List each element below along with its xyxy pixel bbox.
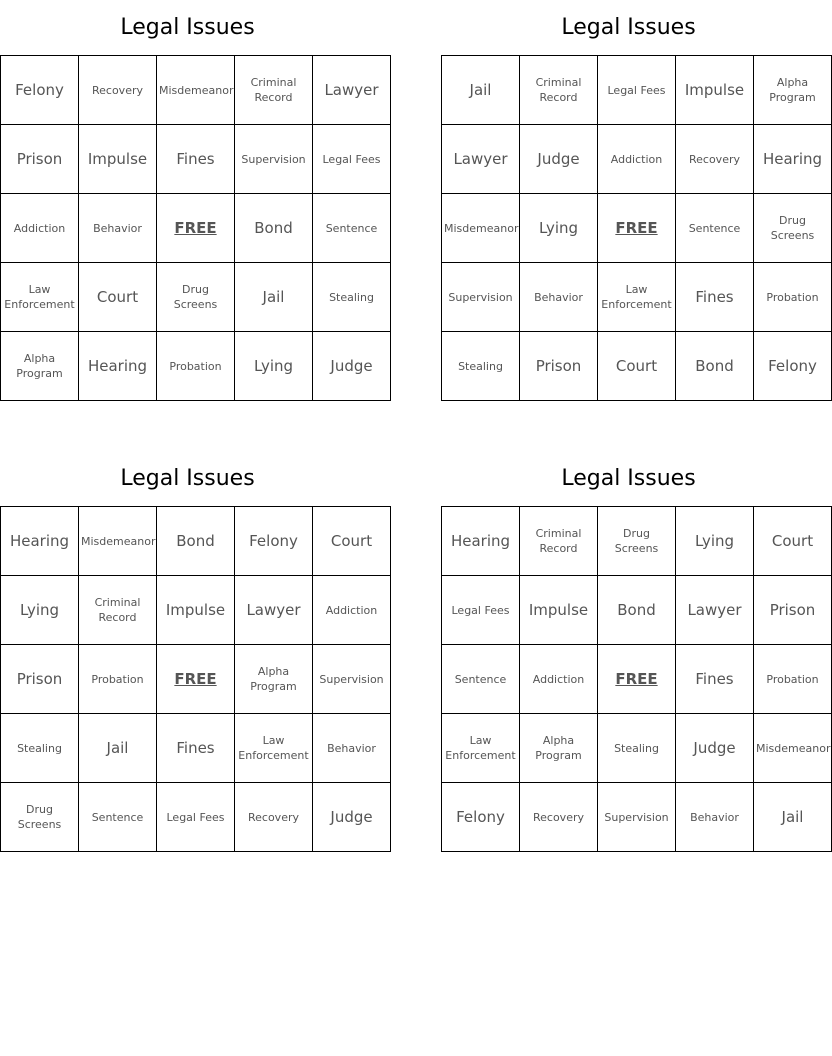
bingo-cell: Impulse (79, 125, 157, 194)
bingo-grid (0, 506, 391, 852)
bingo-cell: Criminal Record (520, 507, 598, 576)
bingo-cell: Felony (754, 332, 832, 401)
bingo-card-2 (441, 0, 823, 401)
bingo-cell: Prison (754, 576, 832, 645)
bingo-cell: Probation (157, 332, 235, 401)
bingo-cell: Lying (235, 332, 313, 401)
grid-row (1, 332, 391, 401)
bingo-cell: Hearing (79, 332, 157, 401)
bingo-cell: Fines (157, 125, 235, 194)
bingo-cell: Lying (520, 194, 598, 263)
bingo-cell: Legal Fees (442, 576, 520, 645)
grid-row (1, 507, 391, 576)
bingo-cell: Law Enforcement (442, 714, 520, 783)
bingo-grid (441, 506, 832, 852)
grid-row (442, 332, 832, 401)
bingo-cell: Hearing (754, 125, 832, 194)
bingo-cell: Jail (235, 263, 313, 332)
bingo-cell: Lawyer (313, 56, 391, 125)
bingo-cell: Sentence (442, 645, 520, 714)
card-title: Legal Issues (561, 466, 696, 491)
bingo-cell: Behavior (676, 783, 754, 852)
bingo-cell: Supervision (235, 125, 313, 194)
bingo-cell: Judge (520, 125, 598, 194)
bingo-card-1 (0, 0, 381, 401)
bingo-cell: Bond (235, 194, 313, 263)
bingo-cell: Stealing (313, 263, 391, 332)
bingo-cell: Judge (676, 714, 754, 783)
bingo-cell: Bond (598, 576, 676, 645)
bingo-cell: Law Enforcement (1, 263, 79, 332)
bingo-cell: Lawyer (235, 576, 313, 645)
bingo-cell: Prison (520, 332, 598, 401)
bingo-cell: Legal Fees (598, 56, 676, 125)
bingo-cell: Addiction (520, 645, 598, 714)
bingo-cell: Hearing (1, 507, 79, 576)
bingo-cell: Supervision (598, 783, 676, 852)
bingo-cell: Lawyer (442, 125, 520, 194)
bingo-card-3 (0, 451, 384, 852)
bingo-cell: Jail (442, 56, 520, 125)
grid-row (442, 645, 832, 714)
bingo-cell: Misdemeanor (442, 194, 520, 263)
bingo-cell: Court (754, 507, 832, 576)
bingo-cell: Prison (1, 125, 79, 194)
bingo-cell: Behavior (79, 194, 157, 263)
grid-row (1, 783, 391, 852)
bingo-cell: Hearing (442, 507, 520, 576)
bingo-cell: Probation (79, 645, 157, 714)
bingo-cell: Drug Screens (1, 783, 79, 852)
bingo-cell: Impulse (157, 576, 235, 645)
bingo-cell: Sentence (676, 194, 754, 263)
bingo-cell: Felony (442, 783, 520, 852)
bingo-cell: Stealing (598, 714, 676, 783)
card-title: Legal Issues (120, 15, 255, 40)
bingo-cell: Felony (235, 507, 313, 576)
bingo-cell: Legal Fees (157, 783, 235, 852)
bingo-cell: Criminal Record (79, 576, 157, 645)
bingo-cell: Prison (1, 645, 79, 714)
bingo-cell: Fines (676, 645, 754, 714)
grid-row (442, 783, 832, 852)
bingo-cell: Misdemeanor (79, 507, 157, 576)
bingo-cell: Drug Screens (754, 194, 832, 263)
grid-row (442, 263, 832, 332)
grid-row (1, 56, 391, 125)
bingo-cell: Felony (1, 56, 79, 125)
bingo-grid (441, 55, 832, 401)
bingo-cell: Fines (676, 263, 754, 332)
bingo-cell: Supervision (313, 645, 391, 714)
bingo-cell: Alpha Program (520, 714, 598, 783)
bingo-cell: Impulse (520, 576, 598, 645)
bingo-card-4 (441, 451, 831, 852)
grid-row (442, 714, 832, 783)
bingo-cell: Lying (676, 507, 754, 576)
bingo-cell: Lawyer (676, 576, 754, 645)
free-cell: FREE (598, 645, 676, 714)
bingo-cell: Bond (157, 507, 235, 576)
bingo-cell: Supervision (442, 263, 520, 332)
bingo-cell: Jail (754, 783, 832, 852)
grid-row (1, 714, 391, 783)
bingo-cell: Sentence (313, 194, 391, 263)
bingo-cell: Impulse (676, 56, 754, 125)
bingo-cell: Stealing (442, 332, 520, 401)
grid-row (442, 576, 832, 645)
grid-row (442, 125, 832, 194)
bingo-cell: Addiction (313, 576, 391, 645)
bingo-cell: Drug Screens (598, 507, 676, 576)
bingo-cell: Recovery (235, 783, 313, 852)
bingo-cell: Judge (313, 783, 391, 852)
bingo-cell: Jail (79, 714, 157, 783)
bingo-cell: Legal Fees (313, 125, 391, 194)
bingo-cell: Court (79, 263, 157, 332)
bingo-cell: Probation (754, 645, 832, 714)
bingo-cell: Court (313, 507, 391, 576)
bingo-cell: Misdemeanor (157, 56, 235, 125)
free-cell: FREE (598, 194, 676, 263)
card-title: Legal Issues (120, 466, 255, 491)
grid-row (1, 125, 391, 194)
bingo-cell: Lying (1, 576, 79, 645)
free-cell: FREE (157, 194, 235, 263)
bingo-cell: Criminal Record (520, 56, 598, 125)
bingo-cell: Alpha Program (754, 56, 832, 125)
grid-row (442, 194, 832, 263)
grid-row (1, 194, 391, 263)
bingo-cell: Alpha Program (235, 645, 313, 714)
grid-row (1, 576, 391, 645)
grid-row (442, 56, 832, 125)
bingo-cell: Drug Screens (157, 263, 235, 332)
bingo-cell: Fines (157, 714, 235, 783)
bingo-cell: Recovery (676, 125, 754, 194)
bingo-cell: Recovery (520, 783, 598, 852)
bingo-cell: Judge (313, 332, 391, 401)
bingo-cell: Alpha Program (1, 332, 79, 401)
bingo-cell: Misdemeanor (754, 714, 832, 783)
bingo-cell: Law Enforcement (598, 263, 676, 332)
bingo-cell: Behavior (313, 714, 391, 783)
bingo-cell: Criminal Record (235, 56, 313, 125)
bingo-cell: Probation (754, 263, 832, 332)
bingo-cell: Addiction (598, 125, 676, 194)
bingo-cell: Stealing (1, 714, 79, 783)
grid-row (1, 645, 391, 714)
bingo-cell: Recovery (79, 56, 157, 125)
bingo-cell: Addiction (1, 194, 79, 263)
bingo-cell: Law Enforcement (235, 714, 313, 783)
card-title: Legal Issues (561, 15, 696, 40)
bingo-cell: Bond (676, 332, 754, 401)
free-cell: FREE (157, 645, 235, 714)
bingo-grid (0, 55, 391, 401)
bingo-cell: Sentence (79, 783, 157, 852)
bingo-cell: Court (598, 332, 676, 401)
grid-row (1, 263, 391, 332)
grid-row (442, 507, 832, 576)
bingo-cell: Behavior (520, 263, 598, 332)
